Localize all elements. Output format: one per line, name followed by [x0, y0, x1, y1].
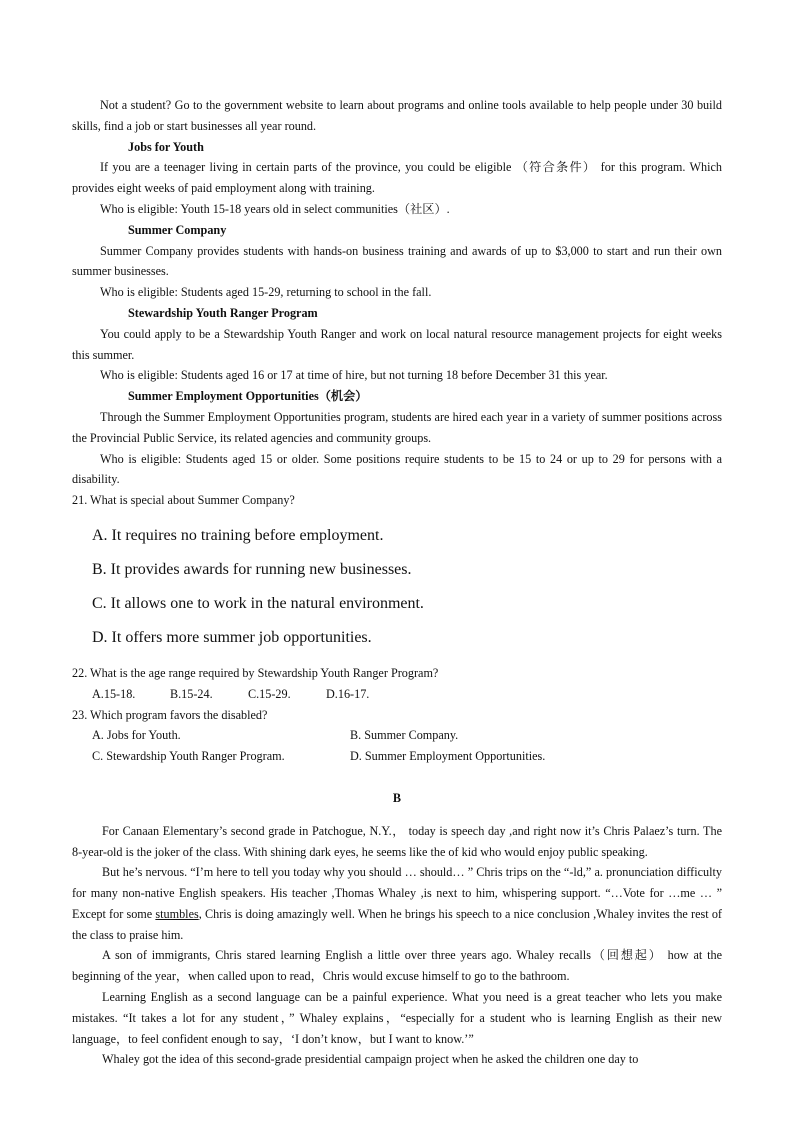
question-23-option-a: A. Jobs for Youth.: [92, 728, 181, 743]
question-22-options: [72, 684, 722, 705]
question-23-option-d: D. Summer Employment Opportunities.: [350, 749, 546, 764]
question-23-option-b: B. Summer Company.: [350, 728, 459, 743]
passage-b-paragraph-5: Whaley got the idea of this second-grade presidential campaign project when he asked the children one day to: [102, 1052, 639, 1067]
program-eligible-jobs-for-youth: Who is eligible: Youth 15-18 years old in select communities（社区）.: [100, 201, 450, 216]
program-eligible-stewardship: Who is eligible: Students aged 16 or 17 at time of hire, but not turning 18 before December 31 this year.: [100, 368, 608, 383]
passage-b-paragraph-2-part-2: , Chris is doing amazingly well. When he brings his speech to a nice conclusion ,Whaley invites the rest of the class to praise him.: [72, 906, 722, 942]
question-21-option-c: C. It allows one to work in the natural environment.: [92, 594, 424, 612]
program-desc-jobs-for-youth: If you are a teenager living in certain parts of the province, you could be eligible （符合条件） for this program. Which provides eight weeks of paid employment along with training.: [72, 160, 722, 196]
question-23-option-c: C. Stewardship Youth Ranger Program.: [92, 749, 285, 764]
passage-b-paragraph-4: Learning English as a second language can be a painful experience. What you need is a great teacher who lets you make mistakes. “It takes a lot for any student，” Whaley explains，“especially for a student who is learning English as their new language，to feel confident enough to say，‘I don’t know，but I want to know.’”: [72, 990, 722, 1046]
question-22-option-d: D.16-17.: [326, 686, 370, 701]
question-21-option-a: A. It requires no training before employment.: [92, 526, 384, 544]
program-eligible-summer-employment: Who is eligible: Students aged 15 or older. Some positions require students to be 15 to 24 or up to 29 for persons with a disability.: [72, 451, 722, 487]
question-23-options-row-2: [72, 746, 722, 767]
passage-b-paragraph-1: For Canaan Elementary’s second grade in Patchogue, N.Y.， today is speech day ,and right now it’s Chris Palaez’s turn. The 8-year-old is the joker of the class. With shining dark eyes, he seems like the of kid who would enjoy public speaking.: [72, 823, 722, 859]
question-22-option-c: C.15-29.: [248, 686, 291, 701]
question-21-stem: 21. What is special about Summer Company?: [72, 493, 295, 508]
program-title-summer-employment: Summer Employment Opportunities（机会）: [128, 389, 368, 404]
program-desc-stewardship: You could apply to be a Stewardship Youth Ranger and work on local natural resource management projects for eight weeks this summer.: [72, 326, 722, 362]
section-b-heading: B: [392, 790, 402, 805]
underlined-word-stumbles: stumbles: [155, 906, 199, 921]
question-23-options-row-1: [72, 725, 722, 746]
program-title-jobs-for-youth: Jobs for Youth: [128, 139, 204, 154]
passage-b-paragraph-3: A son of immigrants, Chris stared learning English a little over three years ago. Whaley recalls（回想起） how at the beginning of the year，when called upon to read，Chris would excuse himself to go to the bathroom.: [72, 948, 722, 984]
program-desc-summer-employment: Through the Summer Employment Opportunities program, students are hired each year in a variety of summer positions across the Provincial Public Service, its related agencies and community groups.: [72, 409, 722, 445]
passage-b-paragraph-2: [72, 862, 722, 945]
program-title-summer-company: Summer Company: [128, 222, 227, 237]
question-22-option-a: A.15-18.: [92, 686, 136, 701]
question-21-option-b: B. It provides awards for running new businesses.: [92, 560, 412, 578]
program-eligible-summer-company: Who is eligible: Students aged 15-29, returning to school in the fall.: [100, 285, 432, 300]
question-22-option-b: B.15-24.: [170, 686, 213, 701]
question-21-option-d: D. It offers more summer job opportunities.: [92, 628, 372, 646]
question-22-stem: 22. What is the age range required by Stewardship Youth Ranger Program?: [72, 665, 439, 680]
program-title-stewardship: Stewardship Youth Ranger Program: [128, 305, 318, 320]
intro-paragraph: Not a student? Go to the government website to learn about programs and online tools available to help people under 30 build skills, find a job or start businesses all year round.: [72, 98, 722, 133]
passage-b-paragraph-2-part-1: But he’s nervous. “I’m here to tell you today why you should … should… ” Chris trips on the “-ld,” a. pronunciation difficulty for many non-native English speakers. His teacher ,Thomas Whaley ,is next to him, whispering support. “…Vote for …me … ” Except for some: [72, 865, 722, 921]
program-desc-summer-company: Summer Company provides students with hands-on business training and awards of up to $3,000 to start and run their own summer businesses.: [72, 243, 722, 279]
document-page: [72, 95, 722, 1070]
question-23-stem: 23. Which program favors the disabled?: [72, 707, 268, 722]
